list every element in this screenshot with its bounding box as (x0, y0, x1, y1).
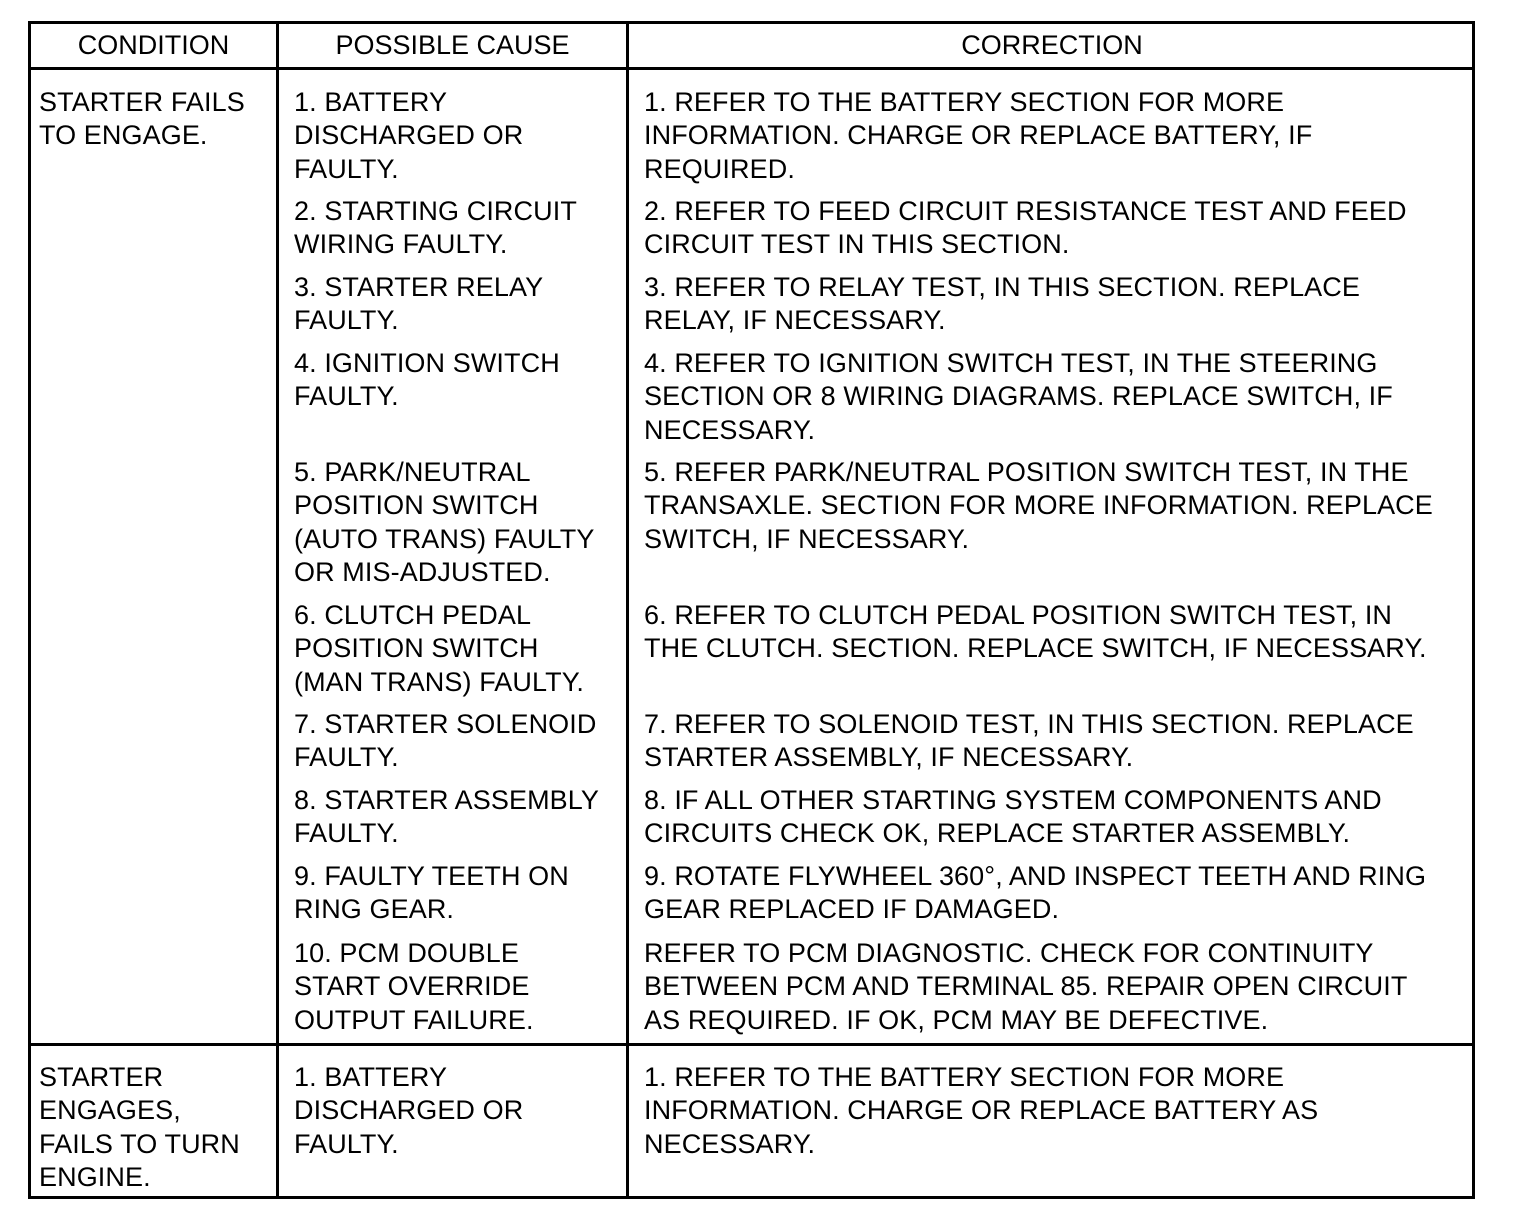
cause-cell: 9. FAULTY TEETH ON RING GEAR. (294, 861, 569, 925)
column-divider (626, 24, 629, 1196)
correction-cell: 8. IF ALL OTHER STARTING SYSTEM COMPONENTS AND CIRCUITS CHECK OK, REPLACE STARTER ASSEMBLY. (644, 785, 1382, 849)
cause-cell: 2. STARTING CIRCUIT WIRING FAULTY. (294, 196, 577, 260)
correction-cell: 1. REFER TO THE BATTERY SECTION FOR MORE INFORMATION. CHARGE OR REPLACE BATTERY, IF REQUIRED. (644, 87, 1313, 184)
correction-cell: 4. REFER TO IGNITION SWITCH TEST, IN THE STEERING SECTION OR 8 WIRING DIAGRAMS. REPLACE SWITCH, IF NECESSARY. (644, 348, 1393, 445)
correction-cell: 7. REFER TO SOLENOID TEST, IN THIS SECTION. REPLACE STARTER ASSEMBLY, IF NECESSARY. (644, 709, 1414, 773)
section-divider (31, 1043, 1472, 1046)
cause-cell: 5. PARK/NEUTRAL POSITION SWITCH (AUTO TRANS) FAULTY OR MIS-ADJUSTED. (294, 457, 595, 587)
correction-cell: 6. REFER TO CLUTCH PEDAL POSITION SWITCH TEST, IN THE CLUTCH. SECTION. REPLACE SWITCH, IF NECESSARY. (644, 600, 1427, 664)
cause-cell: 1. BATTERY DISCHARGED OR FAULTY. (294, 1062, 524, 1159)
condition-cell: STARTER ENGAGES, FAILS TO TURN ENGINE. (39, 1062, 240, 1192)
column-divider (276, 24, 279, 1196)
correction-cell: 5. REFER PARK/NEUTRAL POSITION SWITCH TEST, IN THE TRANSAXLE. SECTION FOR MORE INFORMATION. REPLACE SWITCH, IF NECESSARY. (644, 457, 1433, 554)
correction-cell: 9. ROTATE FLYWHEEL 360°, AND INSPECT TEETH AND RING GEAR REPLACED IF DAMAGED. (644, 861, 1427, 925)
cause-cell: 6. CLUTCH PEDAL POSITION SWITCH (MAN TRANS) FAULTY. (294, 600, 584, 697)
cause-cell: 1. BATTERY DISCHARGED OR FAULTY. (294, 87, 524, 184)
header-condition: CONDITION (77, 30, 230, 60)
cause-cell: 3. STARTER RELAY FAULTY. (294, 272, 544, 336)
diagnosis-table (28, 21, 1475, 1199)
header-correction: CORRECTION (961, 30, 1143, 60)
header-possible-cause: POSSIBLE CAUSE (335, 30, 570, 60)
correction-cell: 3. REFER TO RELAY TEST, IN THIS SECTION. REPLACE RELAY, IF NECESSARY. (644, 272, 1361, 336)
cause-cell: 4. IGNITION SWITCH FAULTY. (294, 348, 560, 412)
header-divider (31, 67, 1472, 70)
correction-cell: REFER TO PCM DIAGNOSTIC. CHECK FOR CONTINUITY BETWEEN PCM AND TERMINAL 85. REPAIR OPEN CIRCUIT AS REQUIRED. IF OK, PCM MAY BE DEFECTIVE. (644, 938, 1408, 1035)
cause-cell: 10. PCM DOUBLE START OVERRIDE OUTPUT FAILURE. (294, 938, 534, 1035)
cause-cell: 8. STARTER ASSEMBLY FAULTY. (294, 785, 600, 849)
correction-cell: 2. REFER TO FEED CIRCUIT RESISTANCE TEST AND FEED CIRCUIT TEST IN THIS SECTION. (644, 196, 1407, 260)
correction-cell: 1. REFER TO THE BATTERY SECTION FOR MORE INFORMATION. CHARGE OR REPLACE BATTERY AS NECESSARY. (644, 1062, 1319, 1159)
cause-cell: 7. STARTER SOLENOID FAULTY. (294, 709, 597, 773)
condition-cell: STARTER FAILS TO ENGAGE. (39, 87, 245, 151)
